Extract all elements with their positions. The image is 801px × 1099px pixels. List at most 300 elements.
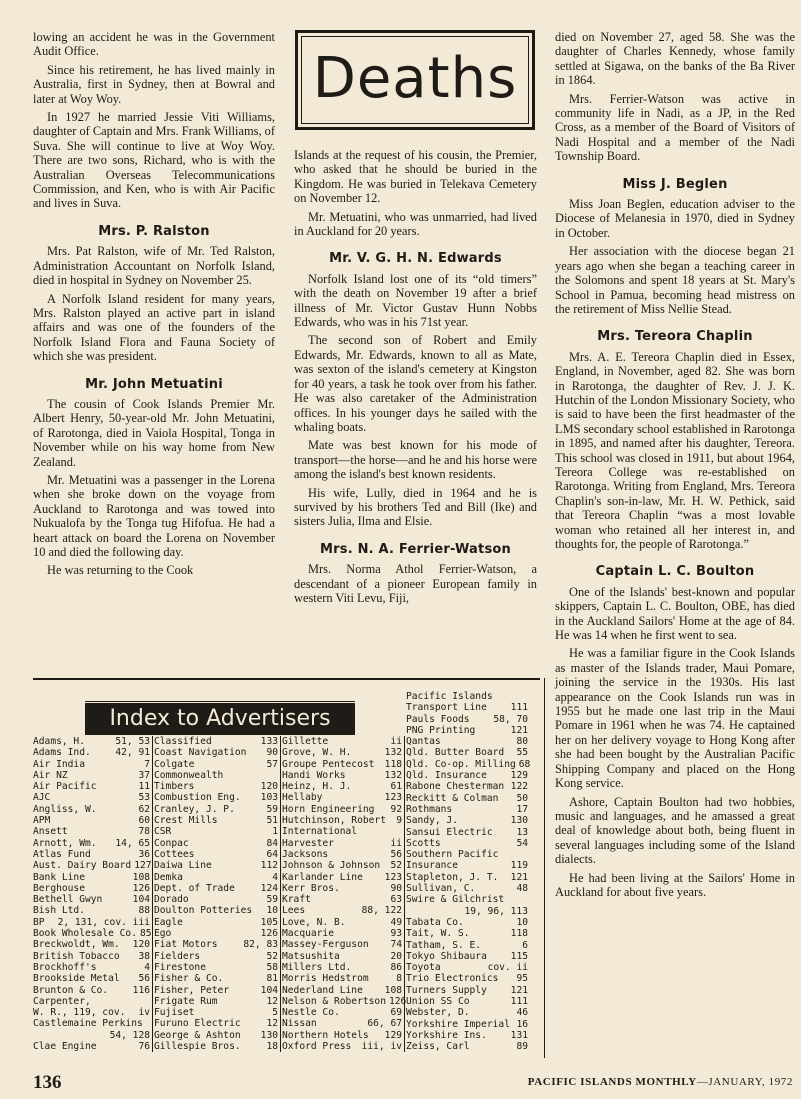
advertiser-name: Gillespie Bros. xyxy=(154,1041,241,1053)
advertiser-entry xyxy=(282,826,402,837)
advertiser-name: Timbers xyxy=(154,781,195,793)
advertiser-name: Brookside Metal xyxy=(33,973,120,985)
body-paragraph: lowing an accident he was in the Government Audit Office. xyxy=(33,30,275,59)
advertiser-name: Scotts xyxy=(406,837,441,849)
advertiser-entry xyxy=(406,736,528,747)
advertiser-entry xyxy=(154,815,278,826)
advertiser-name: Air India xyxy=(33,758,85,770)
advertiser-pages: 112 xyxy=(260,860,278,872)
advertiser-name: Atlas Fund xyxy=(33,848,91,860)
advertiser-pages: 69 xyxy=(390,1007,402,1019)
advertiser-name: Turners Supply xyxy=(406,984,487,996)
advertiser-name: Rothmans xyxy=(406,803,453,815)
advertiser-entry xyxy=(154,917,278,928)
advertiser-pages: 61 xyxy=(390,781,402,793)
advertiser-pages: 52 xyxy=(266,950,278,962)
advertiser-entry xyxy=(33,894,150,905)
advertiser-name: Carpenter, xyxy=(33,995,91,1007)
advertiser-entry xyxy=(33,872,150,883)
advertiser-pages: 90 xyxy=(390,882,402,894)
advertiser-entry xyxy=(282,962,402,973)
advertiser-pages: 108 xyxy=(384,984,402,996)
section-title: Deaths xyxy=(312,45,518,111)
advertiser-pages xyxy=(147,1018,150,1029)
obituary-heading-boulton: Captain L. C. Boulton xyxy=(595,564,755,580)
advertiser-entry xyxy=(33,985,150,996)
advertiser-pages: 56 xyxy=(138,973,150,985)
advertiser-entry xyxy=(154,951,278,962)
advertiser-entry xyxy=(154,804,278,815)
advertiser-entry xyxy=(154,770,278,781)
advertiser-entry xyxy=(33,905,150,916)
advertiser-pages xyxy=(525,849,528,860)
advertiser-name: BP xyxy=(33,916,45,928)
advertiser-pages: 1 xyxy=(272,826,278,838)
advertiser-entry xyxy=(33,747,150,758)
advertiser-entry xyxy=(33,1041,150,1052)
advertiser-pages: 74 xyxy=(390,939,402,951)
advertiser-name: Trio Electronics xyxy=(406,973,499,985)
advertiser-entry xyxy=(33,951,150,962)
obituary-heading-edwards: Mr. V. G. H. N. Edwards xyxy=(329,251,502,267)
advertiser-pages: 63 xyxy=(390,894,402,906)
advertiser-entry xyxy=(154,1018,278,1029)
advertiser-entry xyxy=(282,995,407,1007)
body-paragraph: Mr. Metuatini was a passenger in the Lorena when she broke down on the voyage from Auckland to Rarotonga and was towed into Nukualofa by the Tonga tug Hifofua. He had a heart attack on board the Lorena on November 10 and died the following day. xyxy=(33,472,275,559)
advertiser-entry xyxy=(154,860,278,871)
advertiser-pages: 13 xyxy=(516,826,528,838)
advertiser-pages: 14, 65 xyxy=(115,837,150,849)
advertiser-name: Pacific Islands xyxy=(406,691,493,702)
advertiser-entry xyxy=(154,973,278,984)
advertiser-entry xyxy=(406,725,528,736)
advertiser-pages: 118 xyxy=(510,928,528,940)
advertiser-name: Sandy, J. xyxy=(406,815,458,827)
obituary-heading-chaplin: Mrs. Tereora Chaplin xyxy=(597,329,753,345)
body-paragraph: A Norfolk Island resident for many years, Mrs. Ralston played an active part in island affairs and was one of the founders of the Norfolk Island Flora and Fauna Society of which she was president. xyxy=(33,291,275,364)
body-paragraph: Mrs. Norma Athol Ferrier-Watson, a descendant of a pioneer European family in western Viti Levu, Fiji, xyxy=(294,562,537,605)
advertiser-entry xyxy=(154,894,278,905)
publication-name: PACIFIC ISLANDS MONTHLY xyxy=(527,1076,697,1088)
advertiser-pages: 68 xyxy=(518,758,531,770)
advertiser-pages: 126 xyxy=(132,882,150,894)
advertiser-entry xyxy=(154,985,278,996)
advertiser-pages: 133 xyxy=(260,736,278,747)
advertiser-name: George & Ashton xyxy=(154,1029,241,1041)
advertiser-pages: 119 xyxy=(510,860,528,872)
advertiser-pages: iv xyxy=(138,1007,150,1019)
body-paragraph: Her association with the diocese began 21 years ago when she began a teaching career in the Solomons and spent 18 years at St. Mary's School in Pamua, becoming head mistress on the retirement of Miss Nellie Stead. xyxy=(555,244,795,316)
body-paragraph: Norfolk Island lost one of its “old timers” with the death on November 19 after a brief illness of Mr. Victor Gustav Hunn Nobbs Edwards, who was in his 71st year. xyxy=(294,271,537,330)
advertiser-entry xyxy=(154,849,278,860)
advertiser-entry xyxy=(406,962,528,973)
advertiser-name: Zeiss, Carl xyxy=(406,1041,470,1053)
advertiser-pages: 54, 128 xyxy=(109,1029,150,1041)
advertiser-entry xyxy=(282,1041,402,1052)
advertiser-name: Insurance xyxy=(406,860,458,872)
advertiser-entry xyxy=(154,872,278,883)
advertiser-name: PNG Printing xyxy=(406,724,476,736)
body-paragraph: Mrs. Pat Ralston, wife of Mr. Ted Ralston, Administration Accountant on Norfolk Island, died in hospital in Sydney on November 25. xyxy=(33,244,275,288)
advertiser-entry xyxy=(406,702,528,713)
advertiser-pages: 4 xyxy=(272,871,278,883)
advertiser-pages: 48 xyxy=(516,883,528,895)
advertiser-entry xyxy=(282,951,402,962)
advertiser-name: AJC xyxy=(33,792,51,804)
advertiser-name: Commonwealth xyxy=(154,769,224,781)
advertiser-entry xyxy=(33,815,150,826)
advertiser-entry xyxy=(282,985,402,996)
advertiser-entry xyxy=(154,939,278,950)
advertiser-pages: 89 xyxy=(516,1041,528,1053)
advertiser-name: Air Pacific xyxy=(33,781,97,793)
advertiser-entry xyxy=(406,996,528,1007)
advertiser-name: Book Wholesale Co. xyxy=(33,928,137,940)
advertiser-name: Dorado xyxy=(154,894,189,906)
advertiser-name: Kerr Bros. xyxy=(282,882,340,894)
advertiser-pages: 118 xyxy=(384,758,402,770)
advertiser-pages: 120 xyxy=(132,939,150,951)
advertiser-name: Qld. Insurance xyxy=(406,770,487,782)
advertiser-entry xyxy=(154,905,278,916)
advertiser-name: Stapleton, J. T. xyxy=(406,871,499,883)
advertiser-pages: 20 xyxy=(390,950,402,962)
advertiser-name: Lees xyxy=(282,905,306,917)
advertiser-name: Harvester xyxy=(282,837,334,849)
advertiser-pages: 62 xyxy=(138,803,150,815)
advertiser-name: Colgate xyxy=(154,758,195,770)
advertiser-name: Eagle xyxy=(154,916,183,928)
body-paragraph: In 1927 he married Jessie Viti Williams, daughter of Captain and Mrs. Frank Williams, of Suva. She will continue to live at Woy Woy. There are two sons, Richard, who is with the Australian Overseas Telecommunications Commission, and Ken, who is with Air Pacific and lives in Suva. xyxy=(33,110,275,211)
advertiser-name: Handi Works xyxy=(282,769,346,781)
advertiser-entry xyxy=(282,883,402,894)
body-paragraph: His wife, Lully, died in 1964 and he is survived by his brothers Ted and Bill (Ike) and sisters Julia, Ilma and Elsie. xyxy=(294,485,537,529)
advertiser-pages: 124 xyxy=(260,882,278,894)
advertiser-name: W. R., 119, cov. xyxy=(33,1007,126,1019)
body-paragraph: died on November 27, aged 58. She was the daughter of Charles Kennedy, whose family settled at Sigawa, on the banks of the Ba River in 1864. xyxy=(555,30,795,88)
advertiser-entry xyxy=(154,747,278,758)
advertiser-name: Tatham, S. E. xyxy=(406,939,482,951)
advertiser-pages: 103 xyxy=(260,792,278,804)
advertiser-name: Love, N. B. xyxy=(282,916,346,928)
advertiser-pages: 130 xyxy=(510,815,528,827)
advertiser-entry xyxy=(282,759,402,770)
advertiser-pages: 111 xyxy=(510,702,528,714)
advertiser-entry xyxy=(154,1041,278,1052)
advertiser-entry xyxy=(406,770,528,781)
advertiser-name: Nissan xyxy=(282,1018,317,1030)
advertiser-entry xyxy=(406,793,528,804)
body-paragraph: Mrs. A. E. Tereora Chaplin died in Essex, England, in November, aged 82. She was born in Rarotonga, the daughter of Rev. J. J. K. Hutchin of the London Missionary Society, who is said to have been the first headmaster of the LMS secondary school established in Rarotonga in 1895, and named after his daughter, Tereora. This school was closed in 1911, but about 1964, Tereora College was re-established on Rarotonga. Writing from England, Mrs. Tereora Chaplin's son-in-law, Mr. H. W. Pethick, said that Tereora Chaplin “was a most lovable woman who retained all her interest in, and thoughts for, the people of Rarotonga.” xyxy=(555,349,795,551)
advertiser-name: Clae Engine xyxy=(33,1041,97,1053)
advertiser-pages: 85 xyxy=(139,928,152,940)
advertiser-name: Fisher, Peter xyxy=(154,984,230,996)
advertiser-name: Tabata Co. xyxy=(406,916,464,928)
advertiser-entry xyxy=(282,905,402,916)
advertiser-pages: 84 xyxy=(266,837,278,849)
advertiser-name: Bank Line xyxy=(33,871,85,883)
advertiser-pages: 115 xyxy=(510,950,528,962)
advertiser-name: Nestle Co. xyxy=(282,1007,340,1019)
advertiser-entry xyxy=(282,973,402,984)
advertiser-name: British Tobacco xyxy=(33,950,120,962)
advertiser-pages: 130 xyxy=(260,1029,278,1041)
advertiser-name: Fujiset xyxy=(154,1007,195,1019)
index-column-2 xyxy=(154,736,281,1052)
advertiser-entry xyxy=(33,770,150,781)
advertiser-entry xyxy=(406,906,528,917)
advertiser-entry xyxy=(282,939,402,950)
advertiser-entry xyxy=(282,872,402,883)
advertiser-name: Furuno Electric xyxy=(154,1018,241,1030)
advertiser-name: Nederland Line xyxy=(282,984,363,996)
advertiser-name: Angliss, W. xyxy=(33,803,97,815)
advertiser-pages: 66, 67 xyxy=(367,1018,402,1030)
advertiser-pages: 93 xyxy=(390,928,402,940)
advertiser-entry xyxy=(33,804,150,815)
advertiser-entry xyxy=(282,860,402,871)
advertiser-pages: 10 xyxy=(266,905,278,917)
body-paragraph: Since his retirement, he has lived mainly in Australia, first in Sydney, then at Bowral and later at Woy Woy. xyxy=(33,62,275,106)
advertiser-pages: 82, 83 xyxy=(243,939,278,951)
advertiser-name: Bish Ltd. xyxy=(33,905,85,917)
advertiser-pages: 37 xyxy=(138,769,150,781)
advertiser-entry xyxy=(282,747,402,758)
advertiser-entry xyxy=(406,1030,528,1041)
advertiser-entry xyxy=(33,939,150,950)
advertiser-entry xyxy=(33,781,150,792)
advertiser-name: Millers Ltd. xyxy=(282,961,352,973)
advertiser-name: Qld. Co-op. Milling xyxy=(406,758,516,770)
advertiser-entry xyxy=(154,883,278,894)
advertiser-entry xyxy=(282,838,402,849)
advertiser-entry xyxy=(33,860,150,871)
obituary-heading-metuatini: Mr. John Metuatini xyxy=(85,376,223,392)
advertiser-name: Rabone Chesterman xyxy=(406,781,505,793)
advertiser-name: Classified xyxy=(154,736,212,747)
advertiser-pages: 76 xyxy=(138,1041,150,1053)
advertiser-entry xyxy=(154,736,278,747)
advertiser-pages: 12 xyxy=(266,995,278,1007)
advertiser-name: Aust. Dairy Board xyxy=(33,860,132,872)
advertiser-name: Coast Navigation xyxy=(154,747,247,759)
advertiser-name: Daiwa Line xyxy=(154,860,212,872)
advertiser-entry xyxy=(154,838,278,849)
advertiser-pages: 123 xyxy=(384,792,402,804)
column-3 xyxy=(555,30,795,899)
advertiser-entry xyxy=(154,759,278,770)
advertiser-pages: 108 xyxy=(132,871,150,883)
advertiser-pages: 52 xyxy=(390,860,402,872)
advertiser-entry xyxy=(406,1007,528,1018)
advertiser-pages xyxy=(275,770,278,781)
advertiser-name: Fiat Motors xyxy=(154,939,218,951)
advertiser-pages: 111 xyxy=(510,996,528,1008)
advertiser-entry xyxy=(406,849,528,860)
advertiser-entry xyxy=(154,1030,278,1041)
advertiser-entry xyxy=(406,917,528,928)
advertiser-entry xyxy=(154,826,278,837)
advertiser-pages: 51, 53 xyxy=(115,736,150,747)
advertiser-entry xyxy=(33,838,150,849)
body-paragraph: He had been living at the Sailors' Home in Auckland for about five years. xyxy=(555,870,795,899)
advertiser-name: Combustion Eng. xyxy=(154,792,241,804)
advertiser-name: Matsushita xyxy=(282,950,340,962)
advertiser-name: Kraft xyxy=(282,894,311,906)
advertiser-entry xyxy=(406,804,528,815)
advertiser-name: Sullivan, C. xyxy=(406,883,476,895)
advertiser-name: Breckwoldt, Wm. xyxy=(33,939,120,951)
advertiser-name: Union SS Co xyxy=(406,996,470,1008)
column-1 xyxy=(33,30,275,578)
index-top-rule xyxy=(33,678,540,680)
advertiser-entry xyxy=(282,1030,402,1041)
advertiser-pages: 42, 91 xyxy=(115,747,150,759)
advertiser-pages: 78 xyxy=(138,826,150,838)
obituary-heading-ferrier-watson: Mrs. N. A. Ferrier-Watson xyxy=(320,541,511,557)
advertiser-pages: 64 xyxy=(266,848,278,860)
advertiser-entry xyxy=(154,792,278,803)
advertiser-pages xyxy=(399,826,402,837)
advertiser-pages: 121 xyxy=(510,871,528,883)
advertiser-name: Berghouse xyxy=(33,882,85,894)
advertiser-name: Johnson & Johnson xyxy=(282,860,381,872)
advertiser-name: Horn Engineering xyxy=(282,803,375,815)
advertiser-name: Frigate Rum xyxy=(154,995,218,1007)
advertiser-pages: 51 xyxy=(266,815,278,827)
advertiser-entry xyxy=(406,827,528,838)
advertiser-name: Adams Ind. xyxy=(33,747,91,759)
advertiser-pages: 121 xyxy=(510,984,528,996)
advertiser-name: Nelson & Robertson xyxy=(282,995,386,1007)
body-paragraph: He was returning to the Cook xyxy=(47,563,194,578)
advertiser-entry xyxy=(154,962,278,973)
advertiser-pages: 16 xyxy=(516,1018,528,1030)
advertiser-pages: 58 xyxy=(266,961,278,973)
index-column-3 xyxy=(282,736,405,1052)
advertiser-name: Macquarie xyxy=(282,928,334,940)
advertiser-name: Morris Hedstrom xyxy=(282,973,369,985)
advertiser-pages: iii, iv xyxy=(361,1041,402,1053)
advertiser-pages: 123 xyxy=(384,871,402,883)
advertiser-entry xyxy=(33,883,150,894)
advertiser-entry xyxy=(154,928,278,939)
advertiser-pages: ii xyxy=(390,837,402,849)
advertiser-name: Tokyo Shibaura xyxy=(406,950,487,962)
advertiser-name: Tait, W. S. xyxy=(406,928,470,940)
advertiser-entry xyxy=(406,815,528,826)
advertiser-name: Heinz, H. J. xyxy=(282,781,352,793)
advertiser-name: Brunton & Co. xyxy=(33,984,109,996)
advertiser-name: Gillette xyxy=(282,736,329,747)
advertiser-entry xyxy=(282,928,402,939)
advertiser-entry xyxy=(406,860,528,871)
advertiser-entry xyxy=(33,1007,150,1018)
advertiser-name: Massey-Ferguson xyxy=(282,939,369,951)
advertiser-entry xyxy=(33,759,150,770)
body-paragraph: Ashore, Captain Boulton had two hobbies, music and languages, and he amassed a great deal of knowledge about both, being fluent in several languages including some of the Island dialects. xyxy=(555,794,795,867)
advertiser-pages: 8 xyxy=(396,973,402,985)
advertiser-entry xyxy=(406,781,528,792)
advertiser-pages: 7 xyxy=(144,758,150,770)
advertiser-entry xyxy=(282,894,402,905)
advertiser-pages: 120 xyxy=(260,781,278,793)
advertiser-name: Northern Hotels xyxy=(282,1029,369,1041)
advertiser-entry xyxy=(406,838,528,849)
advertiser-pages: 6 xyxy=(522,939,528,951)
advertiser-name: Conpac xyxy=(154,837,189,849)
advertiser-pages: 4 xyxy=(144,961,150,973)
advertiser-pages xyxy=(147,996,150,1007)
advertiser-name: CSR xyxy=(154,826,172,838)
body-paragraph: He was a familiar figure in the Cook Islands as master of the Islands trader, Maui Pomare, joining the service in the 1930s. His last appearance on the Cook Islands run was in 1955 but he made one last trip in the Maui Pomare in 1961 when he was 74. He captained her on her delivery voyage to Hong Kong after she had been bought by the Australian Pacific Shipping Company and placed on the Hong Kong service. xyxy=(555,646,795,791)
advertiser-name: Arnott, Wm. xyxy=(33,837,97,849)
advertiser-entry xyxy=(406,973,528,984)
body-paragraph: The second son of Robert and Emily Edwards, Mr. Edwards, known to all as Mate, was sexton of the island's cemetery at Kingston for 40 years, a task he took over from his father. He was also caretaker of the Administration offices. In his younger days he sailed with the whaling boats. xyxy=(294,333,537,434)
advertiser-name: Demka xyxy=(154,871,183,883)
advertiser-pages: 86 xyxy=(390,961,402,973)
advertiser-pages: 17 xyxy=(516,803,528,815)
advertiser-entry xyxy=(282,815,402,826)
advertiser-name: Oxford Press xyxy=(282,1041,352,1053)
advertiser-pages: cov. ii xyxy=(487,962,528,974)
advertiser-pages: ii xyxy=(390,736,402,747)
advertiser-name: Webster, D. xyxy=(406,1007,470,1019)
advertiser-pages: 116 xyxy=(132,984,150,996)
advertiser-name: Jacksons xyxy=(282,848,329,860)
advertiser-pages: 127 xyxy=(134,860,152,872)
advertiser-entry xyxy=(154,996,278,1007)
advertiser-entry xyxy=(33,1018,150,1029)
obituary-heading-ralston: Mrs. P. Ralston xyxy=(98,223,210,239)
advertiser-pages: 55 xyxy=(516,747,528,759)
advertiser-entry xyxy=(282,792,402,803)
advertiser-name: Southern Pacific xyxy=(406,849,499,861)
advertiser-name: Bethell Gwyn xyxy=(33,894,103,906)
obituary-heading-beglen: Miss J. Beglen xyxy=(622,176,728,192)
advertiser-entry xyxy=(406,883,528,894)
advertiser-pages: 131 xyxy=(510,1029,528,1041)
body-paragraph: Mr. Metuatini, who was unmarried, had lived in Auckland for 20 years. xyxy=(294,209,537,239)
body-paragraph: Mrs. Ferrier-Watson was active in community life in Nadi, as a JP, in the Red Cross, as a member of the Board of Visitors of Nadi Hospital and a member of the Nadi Township Board. xyxy=(555,91,795,164)
advertiser-pages: 88 xyxy=(138,905,150,917)
advertiser-name: Ego xyxy=(154,928,172,940)
advertiser-name: Sansui Electric xyxy=(406,826,493,838)
advertiser-name: Hellaby xyxy=(282,792,323,804)
advertiser-entry xyxy=(406,1019,528,1030)
advertiser-pages: 53 xyxy=(138,792,150,804)
advertiser-pages: 95 xyxy=(516,973,528,985)
page-number: 136 xyxy=(33,1072,62,1093)
advertiser-name: Toyota xyxy=(406,962,441,974)
advertiser-name: Grove, W. H. xyxy=(282,747,352,759)
advertiser-name: Cranley, J. P. xyxy=(154,803,235,815)
advertiser-entry xyxy=(33,849,150,860)
advertiser-pages: 104 xyxy=(132,894,150,906)
advertiser-entry xyxy=(406,747,528,758)
advertiser-entry xyxy=(154,1007,278,1018)
issue-date: —JANUARY, 1972 xyxy=(696,1076,793,1088)
advertiser-pages: 132 xyxy=(384,769,402,781)
advertiser-entry xyxy=(33,996,150,1007)
advertiser-entry xyxy=(282,1018,402,1029)
advertiser-pages: 59 xyxy=(266,803,278,815)
advertiser-entry xyxy=(33,973,150,984)
advertiser-entry xyxy=(406,940,528,951)
advertiser-name: Karlander Line xyxy=(282,871,363,883)
advertiser-entry xyxy=(282,770,402,781)
advertiser-entry xyxy=(406,758,531,770)
